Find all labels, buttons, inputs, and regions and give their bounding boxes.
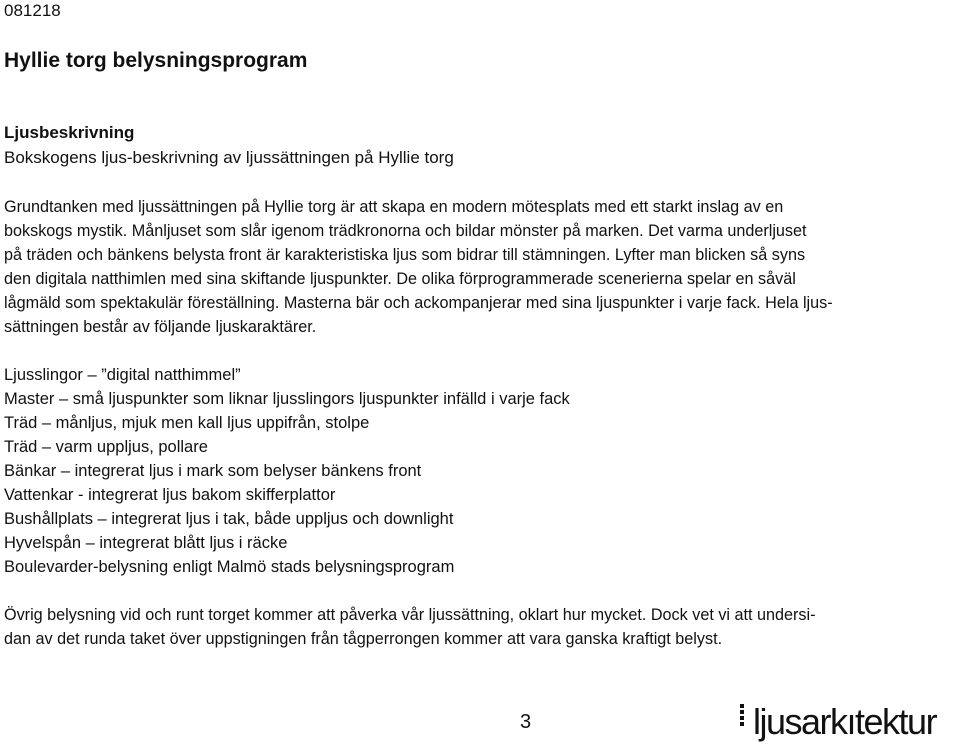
list-item: Träd – varm uppljus, pollare [4,438,208,456]
page-title: Hyllie torg belysningsprogram [4,49,308,72]
intro-line: lågmäld som spektakulär föreställning. Masterna bär och ackompanjerar med sina ljuspunkter i varje fack. Hela ljus- [4,294,833,312]
page-number: 3 [520,711,532,733]
intro-line: Grundtanken med ljussättningen på Hyllie torg är att skapa en modern mötesplats med ett starkt inslag av en [4,198,784,216]
intro-paragraph [4,195,960,339]
list-item: Hyvelspån – integrerat blått ljus i räcke [4,534,288,552]
section-heading: Ljusbeskrivning [4,123,135,142]
intro-line: sättningen består av följande ljuskaraktärer. [4,318,317,336]
intro-line: bokskogs mystik. Månljuset som slår igenom trädkronorna och bildar mönster på marken. Det varma underljuset [4,222,807,240]
list-item: Bänkar – integrerat ljus i mark som belyser bänkens front [4,462,422,480]
list-item: Ljusslingor – ”digital natthimmel” [4,366,241,384]
list-item: Vattenkar - integrerat ljus bakom skifferplattor [4,486,336,504]
light-character-list [4,363,960,579]
list-item: Boulevarder-belysning enligt Malmö stads belysningsprogram [4,558,455,576]
closing-line: Övrig belysning vid och runt torget kommer att påverka vår ljussättning, oklart hur mycket. Dock vet vi att undersi- [4,606,816,624]
list-item: Träd – månljus, mjuk men kall ljus uppifrån, stolpe [4,414,370,432]
list-item: Bushållplats – integrerat ljus i tak, både uppljus och downlight [4,510,454,528]
closing-paragraph [4,603,960,651]
doc-number: 081218 [4,1,61,20]
intro-line: den digitala natthimlen med sina skiftande ljuspunkter. De olika förprogrammerade scenerierna spelar en såväl [4,270,796,288]
closing-line: dan av det runda taket över uppstigningen från tågperrongen kommer att vara ganska kraftigt belyst. [4,630,723,648]
section-subtitle: Bokskogens ljus-beskrivning av ljussättningen på Hyllie torg [4,148,454,167]
intro-line: på träden och bänkens belysta front är karakteristiska ljus som bidrar till stämningen. Lyfter man blicken så syns [4,246,806,264]
logo-dots-icon [740,704,744,744]
company-logo [740,700,958,748]
logo-wordmark: ljusarkıtektur [753,701,937,742]
list-item: Master – små ljuspunkter som liknar ljusslingors ljuspunkter infälld i varje fack [4,390,570,408]
